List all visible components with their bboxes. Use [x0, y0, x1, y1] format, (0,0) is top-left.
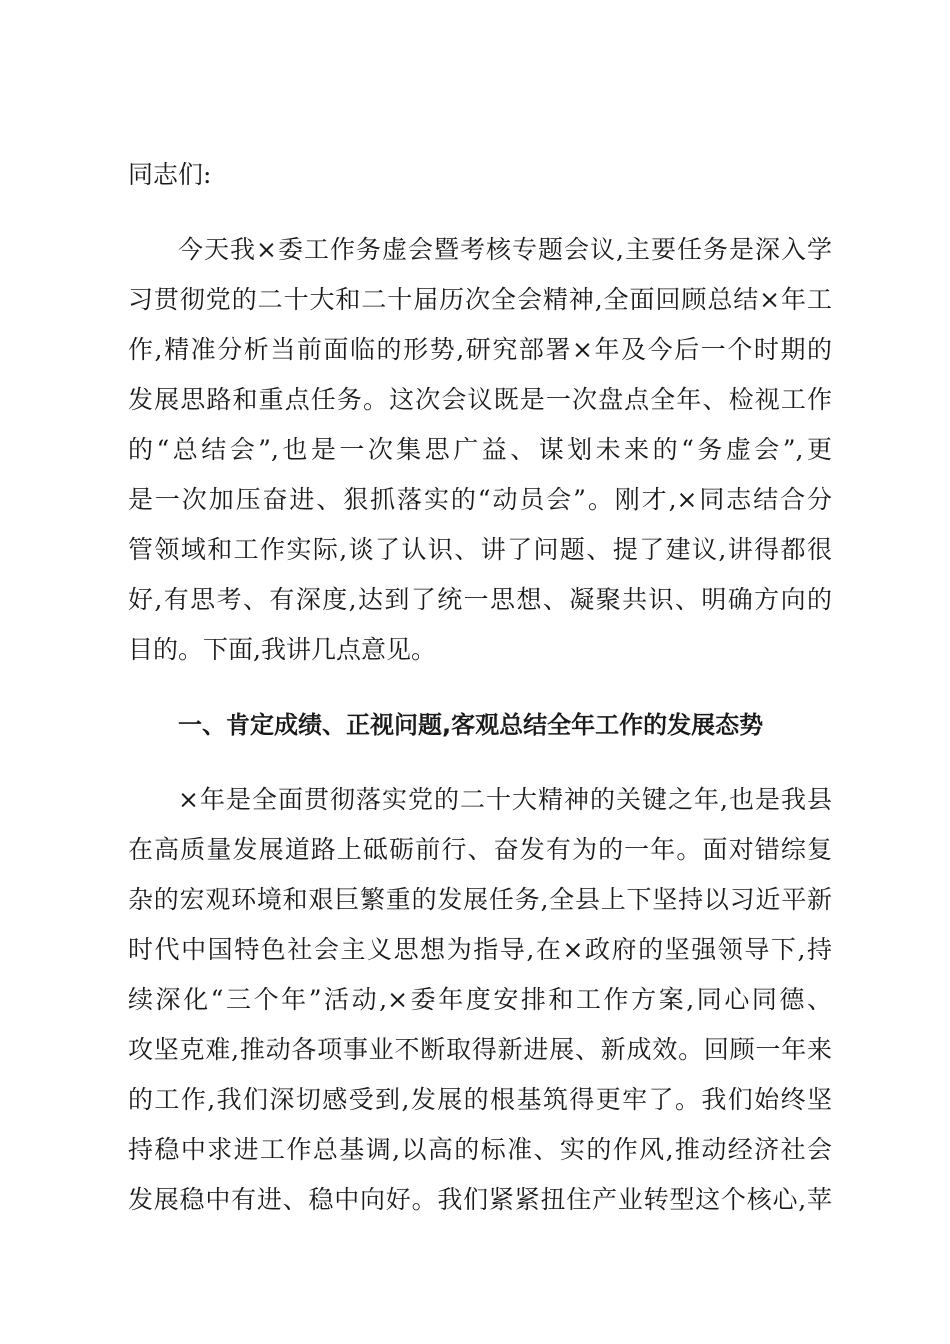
paragraph-line: 目的。下面,我讲几点意见。: [128, 635, 436, 664]
paragraph-line: 是一次加压奋进、狠抓落实的“动员会”。刚才,×同志结合分: [128, 485, 832, 514]
paragraph-line: 的工作,我们深切感受到,发展的根基筑得更牢了。我们始终坚: [128, 1085, 832, 1114]
paragraph-line: 续深化“三个年”活动,×委年度安排和工作方案,同心同德、: [128, 985, 832, 1014]
paragraph-line: 发展思路和重点任务。这次会议既是一次盘点全年、检视工作: [128, 385, 832, 414]
section-heading: 一、肯定成绩、正视问题,客观总结全年工作的发展态势: [178, 711, 764, 739]
document-body: [128, 150, 832, 1250]
paragraph-line: ×年是全面贯彻落实党的二十大精神的关键之年,也是我县: [178, 785, 832, 814]
paragraph-line: 习贯彻党的二十大和二十届历次全会精神,全面回顾总结×年工: [128, 285, 832, 314]
paragraph-line: 好,有思考、有深度,达到了统一思想、凝聚共识、明确方向的: [128, 585, 832, 614]
paragraph-line: 持稳中求进工作总基调,以高的标准、实的作风,推动经济社会: [128, 1135, 832, 1164]
paragraph-line: 杂的宏观环境和艰巨繁重的发展任务,全县上下坚持以习近平新: [128, 885, 832, 914]
paragraph-line: 攻坚克难,推动各项事业不断取得新进展、新成效。回顾一年来: [128, 1035, 832, 1064]
paragraph-line: 的“总结会”,也是一次集思广益、谋划未来的“务虚会”,更: [128, 435, 832, 464]
paragraph-line: 发展稳中有进、稳中向好。我们紧紧扭住产业转型这个核心,苹: [128, 1185, 832, 1214]
paragraph-line: 管领域和工作实际,谈了认识、讲了问题、提了建议,讲得都很: [128, 535, 832, 564]
paragraph-opening: [128, 225, 832, 675]
salutation: 同志们:: [128, 160, 212, 189]
paragraph-line: 今天我×委工作务虚会暨考核专题会议,主要任务是深入学: [178, 235, 832, 264]
paragraph-line: 在高质量发展道路上砥砺前行、奋发有为的一年。面对错综复: [128, 835, 832, 864]
paragraph-section-1: [128, 775, 832, 1225]
paragraph-line: 时代中国特色社会主义思想为指导,在×政府的坚强领导下,持: [128, 935, 832, 964]
paragraph-line: 作,精准分析当前面临的形势,研究部署×年及今后一个时期的: [128, 335, 832, 364]
